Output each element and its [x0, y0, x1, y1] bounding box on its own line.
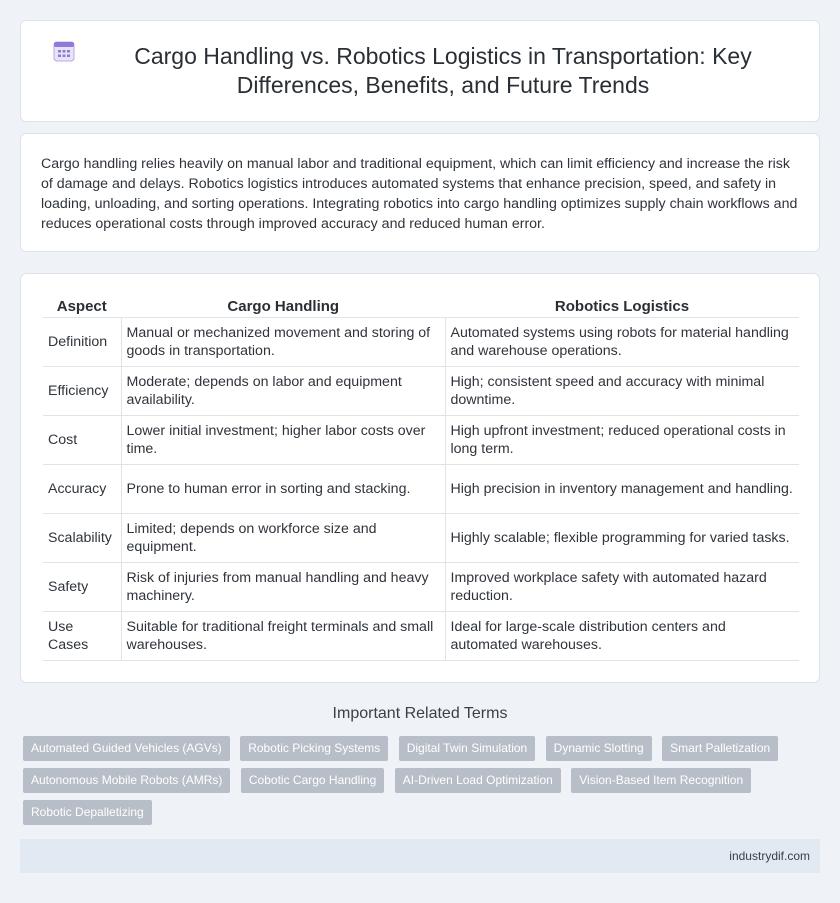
related-term-tag[interactable]: Cobotic Cargo Handling — [241, 768, 384, 793]
header-aspect: Aspect — [43, 295, 121, 318]
cell-cargo: Lower initial investment; higher labor costs over time. — [121, 416, 445, 465]
table-row — [43, 563, 799, 612]
related-term-tag[interactable]: Vision-Based Item Recognition — [571, 768, 751, 793]
table-row — [43, 465, 799, 514]
header-cargo-handling: Cargo Handling — [121, 295, 445, 318]
cell-robotics: Ideal for large-scale distribution centers and automated warehouses. — [445, 612, 799, 661]
table-row — [43, 318, 799, 367]
related-term-tag[interactable]: Dynamic Slotting — [546, 736, 652, 761]
table-header-row — [43, 295, 799, 318]
page-title: Cargo Handling vs. Robotics Logistics in Transportation: Key Differences, Benefits, and Future Trends — [134, 43, 752, 98]
related-term-tag[interactable]: Autonomous Mobile Robots (AMRs) — [23, 768, 230, 793]
related-term-tag[interactable]: Smart Palletization — [662, 736, 778, 761]
table-row — [43, 416, 799, 465]
cell-robotics: High; consistent speed and accuracy with minimal downtime. — [445, 367, 799, 416]
title-wrap — [21, 42, 819, 100]
related-terms-title: Important Related Terms — [332, 705, 508, 722]
cell-robotics: Automated systems using robots for material handling and warehouse operations. — [445, 318, 799, 367]
related-term-tag[interactable]: Robotic Picking Systems — [240, 736, 388, 761]
table-row — [43, 367, 799, 416]
cell-cargo: Suitable for traditional freight terminals and small warehouses. — [121, 612, 445, 661]
related-term-tag[interactable]: AI-Driven Load Optimization — [395, 768, 561, 793]
related-term-tag[interactable]: Automated Guided Vehicles (AGVs) — [23, 736, 230, 761]
calendar-icon — [51, 38, 77, 64]
footer — [20, 839, 820, 873]
comparison-card — [20, 273, 820, 683]
cell-aspect: Accuracy — [43, 465, 121, 514]
cell-aspect: Efficiency — [43, 367, 121, 416]
cell-cargo: Risk of injuries from manual handling and heavy machinery. — [121, 563, 445, 612]
cell-cargo: Moderate; depends on labor and equipment availability. — [121, 367, 445, 416]
related-term-tag[interactable]: Robotic Depalletizing — [23, 800, 152, 825]
cell-robotics: Improved workplace safety with automated hazard reduction. — [445, 563, 799, 612]
footer-site-link[interactable]: industrydif.com — [729, 849, 810, 863]
comparison-table — [43, 295, 799, 661]
related-term-tag[interactable]: Digital Twin Simulation — [399, 736, 536, 761]
cell-aspect: Definition — [43, 318, 121, 367]
intro-card — [20, 133, 820, 252]
cell-aspect: Use Cases — [43, 612, 121, 661]
cell-aspect: Cost — [43, 416, 121, 465]
header-robotics-logistics: Robotics Logistics — [445, 295, 799, 318]
header-card — [20, 20, 820, 122]
cell-cargo: Prone to human error in sorting and stacking. — [121, 465, 445, 514]
intro-text: Cargo handling relies heavily on manual labor and traditional equipment, which can limit efficiency and increase the risk of damage and delays. Robotics logistics introduces automated systems that enhance precision, speed, and safety in loading, unloading, and sorting operations. Integrating robotics into cargo handling optimizes supply chain workflows and reduces operational costs through improved accuracy and reduced human error. — [41, 156, 798, 232]
cell-cargo: Limited; depends on workforce size and equipment. — [121, 514, 445, 563]
cell-robotics: High precision in inventory management and handling. — [445, 465, 799, 514]
table-row — [43, 514, 799, 563]
cell-aspect: Safety — [43, 563, 121, 612]
cell-cargo: Manual or mechanized movement and storing of goods in transportation. — [121, 318, 445, 367]
table-row — [43, 612, 799, 661]
related-terms-list — [23, 736, 823, 832]
cell-robotics: High upfront investment; reduced operational costs in long term. — [445, 416, 799, 465]
cell-aspect: Scalability — [43, 514, 121, 563]
cell-robotics: Highly scalable; flexible programming for varied tasks. — [445, 514, 799, 563]
